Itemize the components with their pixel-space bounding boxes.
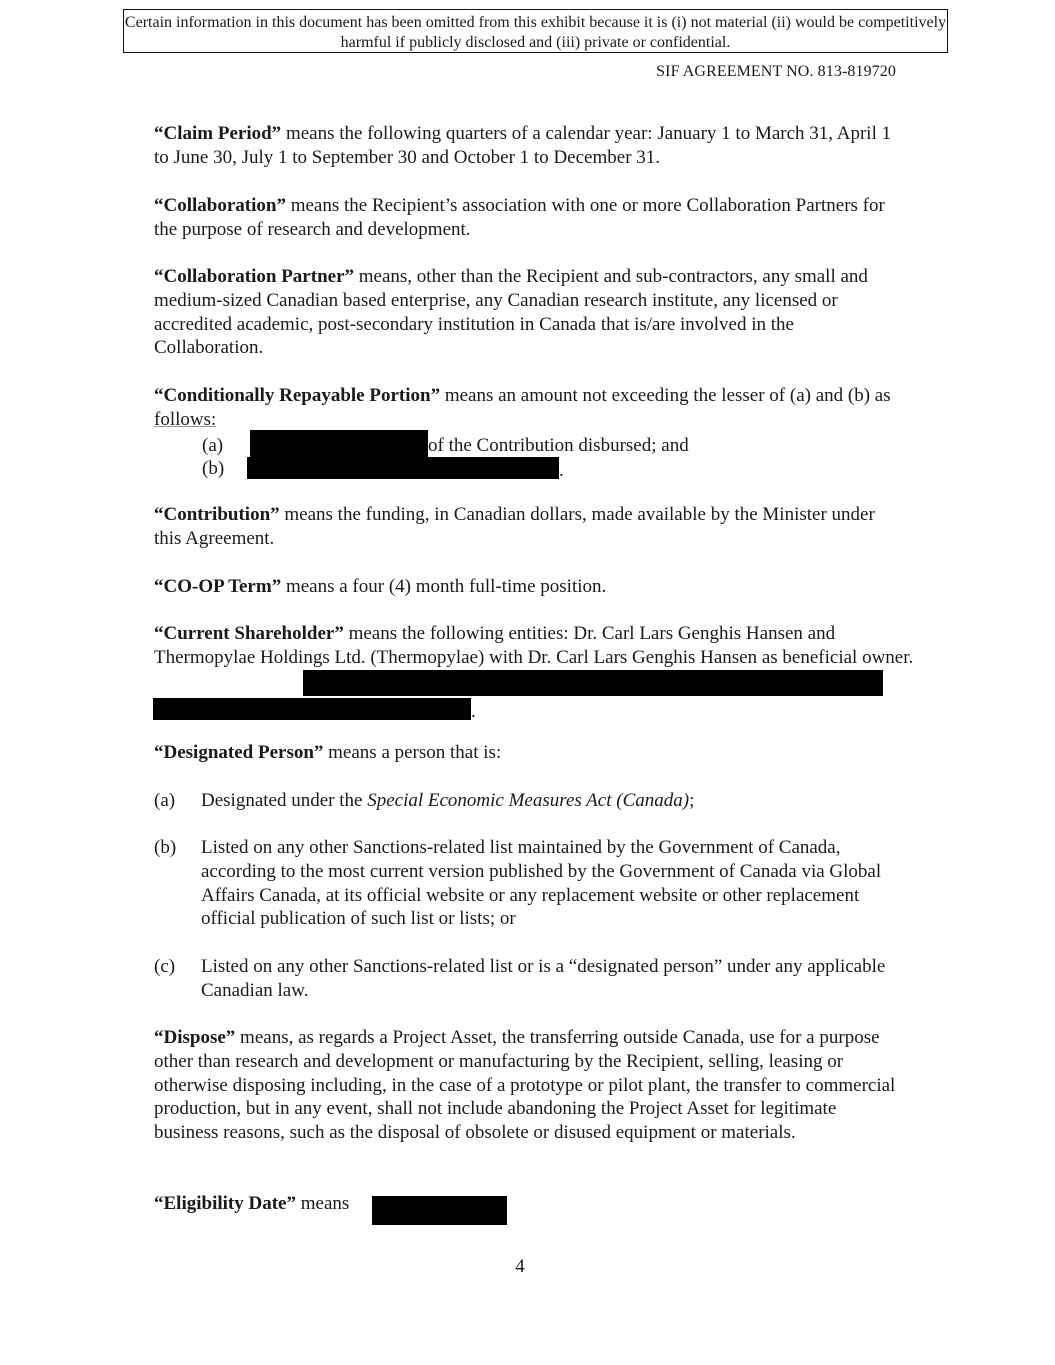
definition-contribution (154, 503, 896, 551)
sub-item-b-text: . (559, 460, 564, 481)
redaction-block (372, 1196, 507, 1225)
definition-text: means the following entities: Dr. Carl Lars Genghis Hansen and Thermopylae Holdings Ltd. (Thermopylae) with Dr. Carl Lars Genghis Hansen as beneficial owner. (154, 623, 914, 668)
term: “Conditionally Repayable Portion” (154, 385, 441, 406)
list-item-text (201, 789, 901, 813)
definition-current-shareholder (154, 622, 914, 670)
term: “Collaboration Partner” (154, 266, 355, 287)
agreement-number: SIF AGREEMENT NO. 813-819720 (656, 63, 896, 80)
item-pre: Designated under the (201, 790, 368, 811)
definition-text: means the following quarters of a calendar year: January 1 to March 31, April 1 to June 30, July 1 to September 30 and October 1 to December 31. (154, 123, 892, 168)
list-item-text: Listed on any other Sanctions-related list maintained by the Government of Canada, according to the most current version published by the Government of Canada via Global Affairs Canada, at its official website or any replacement website or other replacement official publication of such list or lists; or (201, 837, 882, 930)
definition-text: means the Recipient’s association with one or more Collaboration Partners for the purpose of research and development. (154, 195, 885, 240)
sub-item-a-label: (a) (202, 435, 224, 456)
definition-text: means, as regards a Project Asset, the transferring outside Canada, use for a purpose other than research and development or manufacturing by the Recipient, selling, leasing or otherwise disposing including, in the case of a prototype or pilot plant, the transfer to commercial production, but in any event, shall not include abandoning the Project Asset for legitimate business reasons, such as the disposal of obsolete or disused equipment or materials. (154, 1027, 896, 1144)
definition-collaboration (154, 194, 896, 242)
item-post: ; (689, 790, 695, 811)
definition-designated-person (154, 741, 896, 765)
list-item-text: Listed on any other Sanctions-related list or is a “designated person” under any applicable Canadian law. (201, 956, 886, 1001)
definition-dispose (154, 1026, 896, 1145)
redaction-block (250, 430, 428, 459)
list-item-label: (a) (154, 790, 176, 811)
act-name: Special Economic Measures Act (Canada) (367, 790, 690, 811)
term: “Claim Period” (154, 123, 282, 144)
shareholder-end-period: . (471, 701, 476, 722)
definition-text: means an amount not exceeding the lesser of (a) and (b) as (440, 385, 891, 406)
definition-text: means, other than the Recipient and sub-contractors, any small and medium-sized Canadian based enterprise, any Canadian research institute, any licensed or accredited academic, post-secondary institution in Canada that is/are involved in the Collaboration. (154, 266, 868, 359)
redaction-block (303, 670, 883, 696)
term: “Dispose” (154, 1027, 236, 1048)
sub-item-a-text: of the Contribution disbursed; and (428, 435, 689, 456)
definition-text: means a person that is: (323, 742, 502, 763)
redaction-block (153, 698, 471, 720)
omission-notice: Certain information in this document has been omitted from this exhibit because it is (i) not material (ii) would be competitively harmful if publicly disclosed and (iii) private or confidential. (123, 9, 948, 53)
page-number: 4 (515, 1256, 525, 1277)
definition-text: means the funding, in Canadian dollars, made available by the Minister under this Agreement. (154, 504, 875, 549)
definition-claim-period (154, 122, 896, 170)
definition-conditionally-repayable-portion (154, 384, 896, 432)
redaction-block (247, 457, 559, 479)
definition-eligibility-date (154, 1192, 896, 1216)
follows-text: follows: (154, 408, 217, 430)
sub-item-b-label: (b) (202, 458, 225, 479)
definition-text: means a four (4) month full-time position. (281, 576, 607, 597)
term: “Current Shareholder” (154, 623, 344, 644)
term: “Collaboration” (154, 195, 286, 216)
term: “CO-OP Term” (154, 576, 282, 597)
definition-collaboration-partner (154, 265, 896, 360)
definition-coop-term (154, 575, 896, 599)
term: “Contribution” (154, 504, 280, 525)
term: “Eligibility Date” (154, 1193, 296, 1214)
list-item-label: (c) (154, 956, 176, 977)
definition-text: means (295, 1193, 350, 1214)
term: “Designated Person” (154, 742, 324, 763)
list-item-label: (b) (154, 837, 177, 858)
